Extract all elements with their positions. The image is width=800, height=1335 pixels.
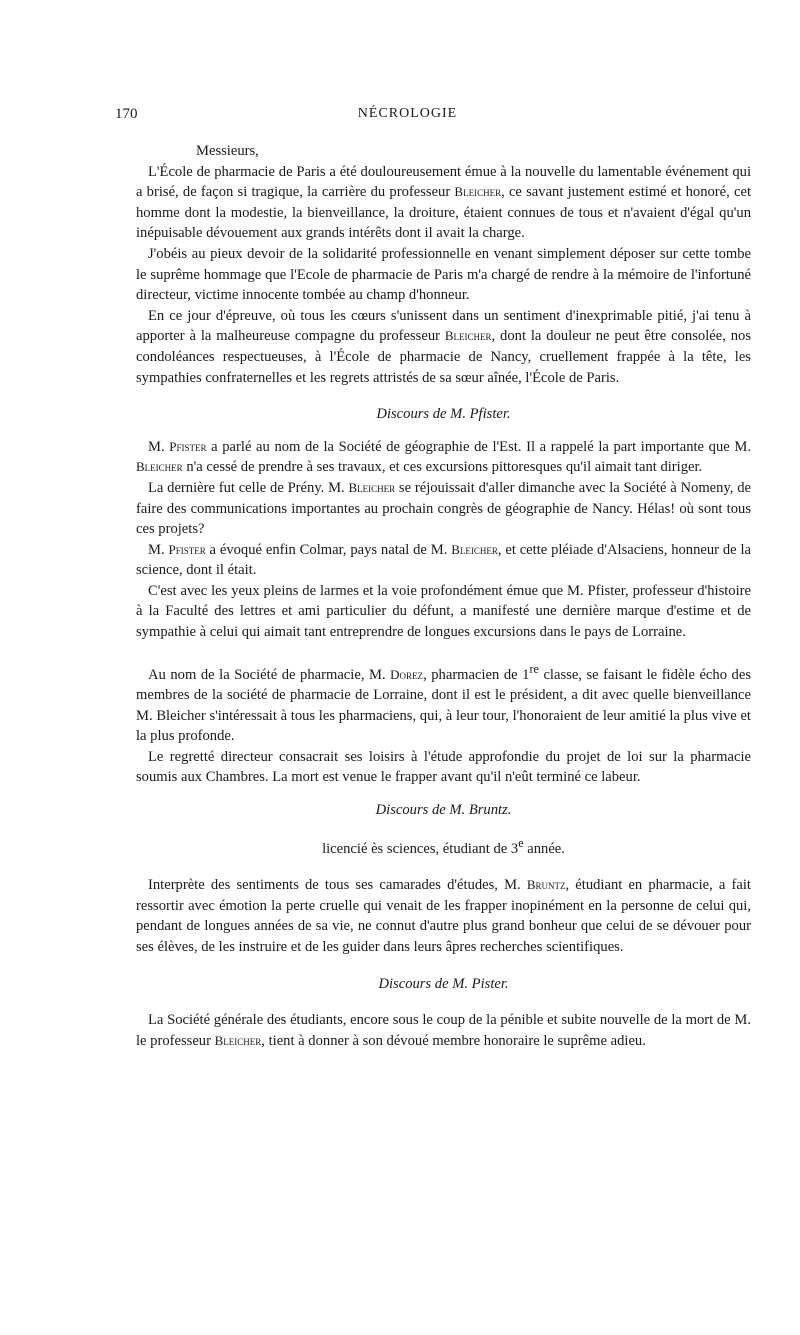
person-name: Bleicher — [214, 1032, 262, 1048]
spacer — [136, 388, 751, 404]
salutation: Messieurs, — [196, 143, 259, 159]
text-run: L'École de pharmacie de Paris a été douloureusement émue à la nouvelle du lamentable événement qui a brisé, de façon si tragique, la carrière du professeur — [136, 163, 751, 201]
text-run: se réjouissait d'aller dimanche avec la Société à Nomeny, de faire des communications importantes au prochain congrès de géographie de Nancy. Hélas! où sont tous ces projets? — [136, 479, 751, 538]
text-run: , ce savant justement estimé et honoré, cet homme dont la modestie, la bienveillance, la droiture, étaient connues de tous et n'avaient d'égal qu'un inépuisable dévouement aux grands intérêts dont il avait la charge. — [136, 184, 751, 242]
text-run: n'a cessé de prendre à ses travaux, et ces excursions pittoresques qu'il aimait tant diriger. — [182, 459, 703, 476]
person-name: Bleicher — [454, 184, 502, 200]
person-name: Dorez — [390, 666, 424, 682]
text-run: année. — [523, 840, 565, 857]
section-heading: Discours de M. Bruntz. — [375, 802, 512, 819]
text-run: classe, se faisant le fidèle écho des membres de la société de pharmacie de Lorraine, dont il est le président, a dit avec quelle bienveillance M. Bleicher s'intéressait à tous les pharmaciens, qui, à leur tour, l'honoraient de leur amitié la plus vive et la plus profonde. — [136, 666, 751, 745]
text-run: a évoqué enfin Colmar, pays natal de M. — [205, 541, 452, 558]
paragraph: C'est avec les yeux pleins de larmes et la voie profondément émue que M. Pfister, professeur d'histoire à la Faculté des lettres et ami particulier du défunt, a manifesté une dernière marque d'estime et de sympathie à celui qui aimait tant entreprendre de longues excursions dans le pays de Lorraine. — [136, 582, 751, 641]
text-run: , étudiant en pharmacie, a fait ressortir avec émotion la perte cruelle qui venait de les frapper inopinément en la personne de celui qui, pendant de longues années de sa vie, ne connut d'autre plus grand bonheur que celui de se dévouer pour ses élèves, de les instruire et de les guider dans leurs âpres recherches scientifiques. — [136, 877, 751, 955]
person-name: Bleicher — [136, 459, 183, 475]
spacer — [136, 643, 751, 659]
text-run: M. — [148, 541, 169, 558]
section-heading: Discours de M. Pister. — [378, 975, 509, 992]
spacer — [136, 859, 751, 875]
paragraph — [136, 875, 751, 957]
text-run: M. — [148, 438, 170, 455]
paragraph — [136, 540, 751, 581]
person-name: Pfister — [168, 541, 206, 557]
text-run: , tient à donner à son dévoué membre honoraire le suprême adieu. — [261, 1032, 646, 1049]
paragraph — [136, 306, 751, 388]
person-name: Pfister — [169, 438, 207, 454]
text-run: licencié ès sciences, étudiant de 3 — [322, 840, 519, 857]
text-run: En ce jour d'épreuve, où tous les cœurs s'unissent dans un sentiment d'inexprimable pitié, j'ai tenu à apporter à la malheureuse compagne du professeur — [136, 307, 751, 345]
spacer — [136, 958, 751, 974]
superscript: e — [518, 835, 524, 850]
text-run: a parlé au nom de la Société de géographie de l'Est. Il a rappelé la part importante que M. — [206, 438, 751, 455]
spacer — [136, 788, 751, 800]
superscript: re — [529, 661, 539, 676]
person-name: Bleicher — [444, 328, 492, 344]
text-run: Au nom de la Société de pharmacie, M. — [148, 666, 391, 683]
spacer — [136, 425, 751, 437]
section-subheading — [136, 833, 751, 859]
text-run: , pharmacien de 1 — [423, 666, 530, 683]
person-name: Bleicher — [348, 479, 396, 495]
person-name: Bleicher — [451, 541, 498, 557]
text-run: La dernière fut celle de Prény. M. — [148, 479, 349, 496]
text-run: La Société générale des étudiants, encore sous le coup de la pénible et subite nouvelle de la mort de M. le professeur — [136, 1012, 751, 1049]
running-head: NÉCROLOGIE — [357, 106, 458, 121]
spacer — [136, 821, 751, 833]
paragraph — [136, 659, 751, 747]
text-run: Interprète des sentiments de tous ses camarades d'études, M. — [148, 877, 527, 894]
paragraph — [136, 437, 751, 478]
section-heading: Discours de M. Pfister. — [376, 406, 511, 423]
paragraph — [136, 478, 751, 540]
body-text — [136, 141, 751, 1051]
paragraph — [136, 162, 751, 244]
paragraph: J'obéis au pieux devoir de la solidarité professionnelle en venant simplement déposer sur cette tombe le suprême hommage que l'Ecole de pharmacie de Paris m'a chargé de rendre à la mémoire de l'infortuné directeur, victime innocente tombée au champ d'honneur. — [136, 245, 751, 304]
text-run: , et cette pléiade d'Alsaciens, honneur de la science, dont il était. — [136, 541, 751, 579]
person-name: Bruntz — [526, 877, 566, 893]
paragraph: Le regretté directeur consacrait ses loisirs à l'étude approfondie du projet de loi sur la pharmacie soumis aux Chambres. La mort est venue le frapper avant qu'il n'eût terminé ce labeur. — [136, 748, 751, 786]
page-header — [115, 106, 700, 128]
text-run: , dont la douleur ne peut être consolée, nos condoléances respectueuses, à l'École de pharmacie de Nancy, cruellement frappée à la tête, les sympathies confraternelles et les regrets attristés de sa sœur aînée, l'École de Paris. — [136, 328, 751, 386]
paragraph — [136, 1010, 751, 1051]
page-number: 170 — [115, 106, 138, 122]
spacer — [136, 994, 751, 1010]
